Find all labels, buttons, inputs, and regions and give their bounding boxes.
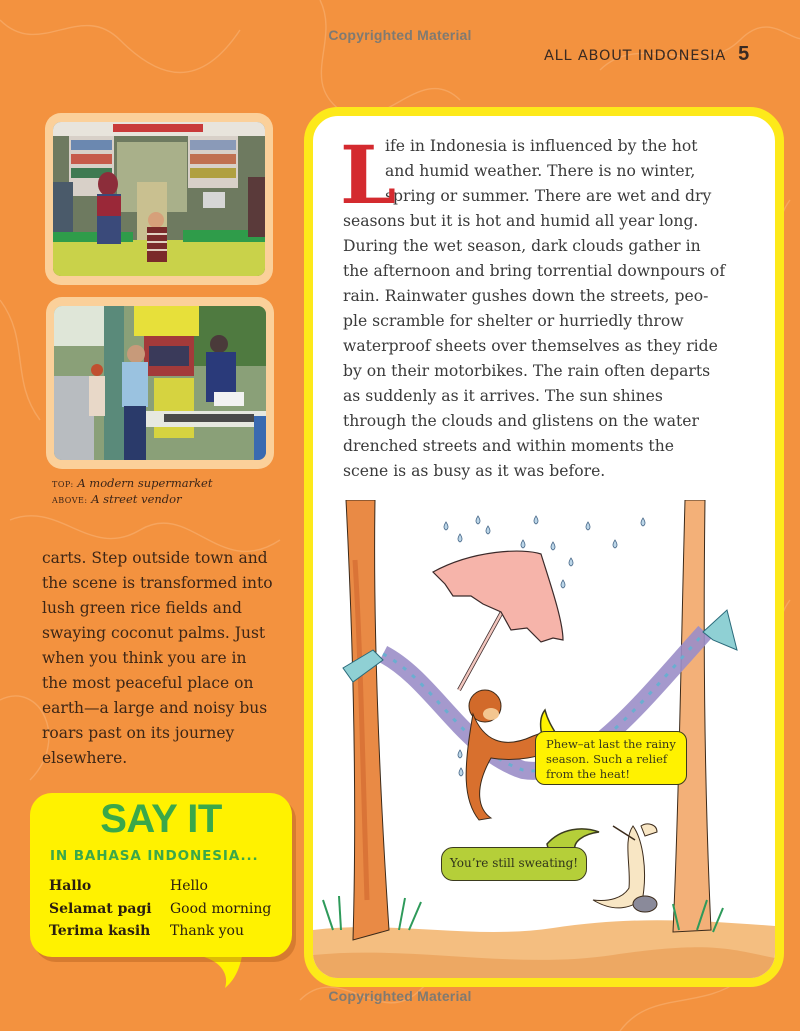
street-vendor-photo-frame [46,297,274,469]
caption-label-above: ABOVE: [52,496,88,505]
text-line: seasons but it is hot and humid all year long. [343,212,699,230]
text-line: rain. Rainwater gushes down the streets, peo- [343,287,709,305]
text-line: the most peaceful place on [42,674,254,692]
text-line: During the wet season, dark clouds gather in [343,237,701,255]
phrase-meaning: Hello [170,878,208,895]
copyright-watermark-bottom: Copyrighted Material [328,988,472,1004]
text-line: when you think you are in [42,649,247,667]
text-line: carts. Step outside town and [42,549,268,567]
phrase-term: Selamat pagi [49,900,152,917]
supermarket-image [53,122,265,276]
text-line: elsewhere. [42,749,128,767]
text-line: and humid weather. There is no winter, [385,162,696,180]
phrase-term: Terima kasih [49,923,151,940]
running-head [544,43,750,66]
phrase-row [49,898,271,921]
text-line: roars past on its journey [42,724,235,742]
bubble-line: from the heat! [546,767,631,781]
side-column-text [42,546,292,771]
text-line: scene is as busy as it was before. [343,462,606,480]
text-line: the afternoon and bring torrential downpours of [343,262,726,280]
text-line: through the clouds and glistens on the water [343,412,699,430]
street-vendor-image [54,306,266,460]
say-it-title: SAY IT [100,797,222,841]
text-line: as suddenly as it arrives. The sun shines [343,387,663,405]
main-body-text [340,128,763,484]
caption-top [52,476,213,492]
phrase-term: Hallo [49,878,92,895]
caption-label-top: TOP: [52,480,74,489]
text-line: lush green rice fields and [42,599,242,617]
photo-caption [52,476,213,508]
text-line: swaying coconut palms. Just [42,624,266,642]
text-line: ife in Indonesia is influenced by the hot [385,137,698,155]
caption-text-above: A street vendor [91,492,182,506]
phrase-table [49,875,271,943]
phrase-meaning: Good morning [170,900,272,917]
caption-text-top: A modern supermarket [77,476,213,490]
supermarket-photo-frame [45,113,273,285]
text-line: spring or summer. There are wet and dry [385,187,712,205]
bubble-line: Phew–at last the rainy [546,737,676,751]
orangutan-speech-bubble [535,731,687,785]
say-it-box [30,793,292,957]
phrase-row [49,875,271,898]
bubble-line: season. Such a relief [546,752,668,766]
text-line: waterproof sheets over themselves as they ride [343,337,718,355]
caption-above [52,492,213,508]
page-number: 5 [738,43,750,65]
section-title: ALL ABOUT INDONESIA [543,48,727,64]
text-line: earth—a large and noisy bus [42,699,268,717]
street-vendor-photo [54,306,266,460]
main-text-panel [304,107,784,987]
say-it-subtitle: IN BAHASA INDONESIA... [50,848,259,864]
supermarket-photo [53,122,265,276]
phrase-row [49,920,271,943]
copyright-watermark-top: Copyrighted Material [328,27,472,43]
drop-cap: L [340,128,397,222]
text-line: ple scramble for shelter or hurriedly throw [343,312,684,330]
phrase-meaning: Thank you [170,923,245,940]
text-line: by on their motorbikes. The rain often departs [343,362,711,380]
text-line: the scene is transformed into [42,574,273,592]
lizard-speech-bubble: You’re still sweating! [441,847,587,881]
text-line: drenched streets and within moments the [343,437,674,455]
